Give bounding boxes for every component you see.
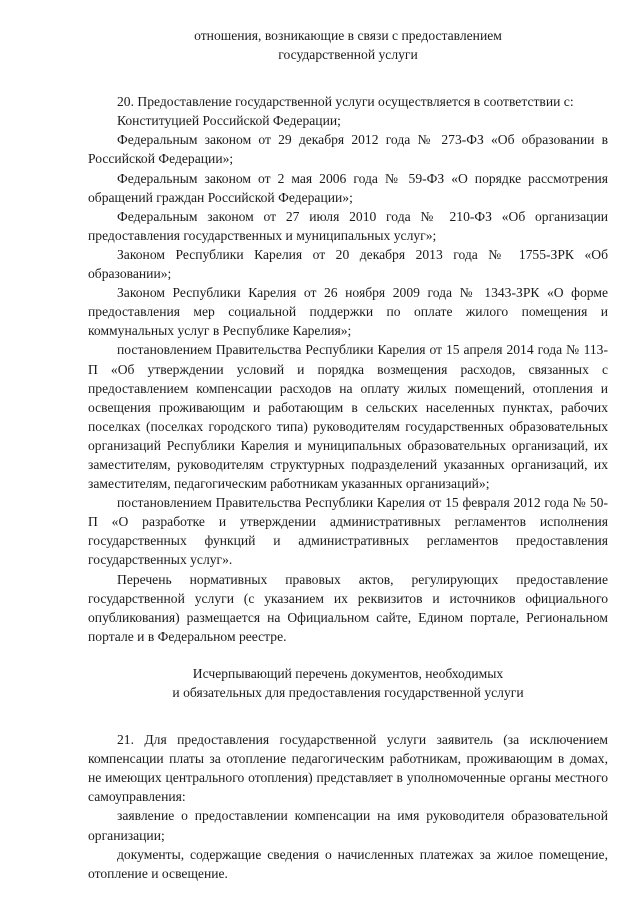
section-20: [88, 92, 608, 646]
paragraph-law-210: Федеральным законом от 27 июля 2010 года № 210-ФЗ «Об организации предоставления государственных и муниципальных услуг»;: [88, 208, 608, 243]
heading-line: государственной услуги: [278, 47, 418, 63]
section-21: [88, 730, 608, 883]
paragraph-resolution-50: постановлением Правительства Республики Карелия от 15 февраля 2012 года № 50-П «О разработке и утверждении административных регламентов исполнения государственных функций и административных регламентов предоставления государственных услуг».: [88, 495, 608, 568]
paragraph-21-intro: 21. Для предоставления государственной услуги заявитель (за исключением компенсации платы за отопление педагогическим работникам, проживающим в домах, не имеющих центрального отопления) представляет в уполномоченные органы местного самоуправления:: [88, 732, 608, 805]
heading-line: отношения, возникающие в связи с предоставлением: [194, 28, 502, 43]
section-heading-relations: [88, 26, 608, 64]
heading-line: Исчерпывающий перечень документов, необходимых: [192, 665, 504, 681]
paragraph-law-1343: Законом Республики Карелия от 26 ноября 2009 года № 1343-ЗРК «О форме предоставления мер социальной поддержки по оплате жилого помещения и коммунальных услуг в Республике Карелия»;: [88, 285, 608, 339]
paragraph-list-publication: Перечень нормативных правовых актов, регулирующих предоставление государственной услуги (с указанием их реквизитов и источников официального опубликования) размещается на Официальном сайте, Едином портале, Региональном портале и в Федеральном реестре.: [88, 571, 608, 644]
paragraph-payment-documents: документы, содержащие сведения о начисленных платежах за жилое помещение, отопление и освещение.: [88, 846, 608, 881]
paragraph-constitution: Конституцией Российской Федерации;: [117, 113, 341, 129]
paragraph-law-59: Федеральным законом от 2 мая 2006 года № 59-ФЗ «О порядке рассмотрения обращений граждан Российской Федерации»;: [88, 170, 608, 205]
paragraph-resolution-113: постановлением Правительства Республики Карелия от 15 апреля 2014 года № 113-П «Об утверждении условий и порядка возмещения расходов, связанных с предоставлением компенсации расходов на оплату жилых помещений, отопления и освещения проживающим и работающим в сельских населенных пунктах, рабочих поселках (поселках городского типа) руководителям государственных образовательных организаций Республики Карелия и муниципальных образовательных организаций, их заместителям, руководителям структурных подразделений указанных организаций, их заместителям, педагогическим работникам указанных организаций»;: [88, 342, 608, 492]
paragraph-law-273: Федеральным законом от 29 декабря 2012 года № 273-ФЗ «Об образовании в Российской Федерации»;: [88, 132, 608, 167]
document-page: [88, 26, 608, 883]
paragraph-application: заявление о предоставлении компенсации на имя руководителя образовательной организации;: [88, 808, 608, 843]
section-heading-documents: [88, 664, 608, 702]
paragraph-20-intro: 20. Предоставление государственной услуги осуществляется в соответствии с:: [117, 94, 574, 110]
paragraph-law-1755: Законом Республики Карелия от 20 декабря 2013 года № 1755-ЗРК «Об образовании»;: [88, 246, 608, 282]
heading-line: и обязательных для предоставления государственной услуги: [172, 685, 524, 700]
